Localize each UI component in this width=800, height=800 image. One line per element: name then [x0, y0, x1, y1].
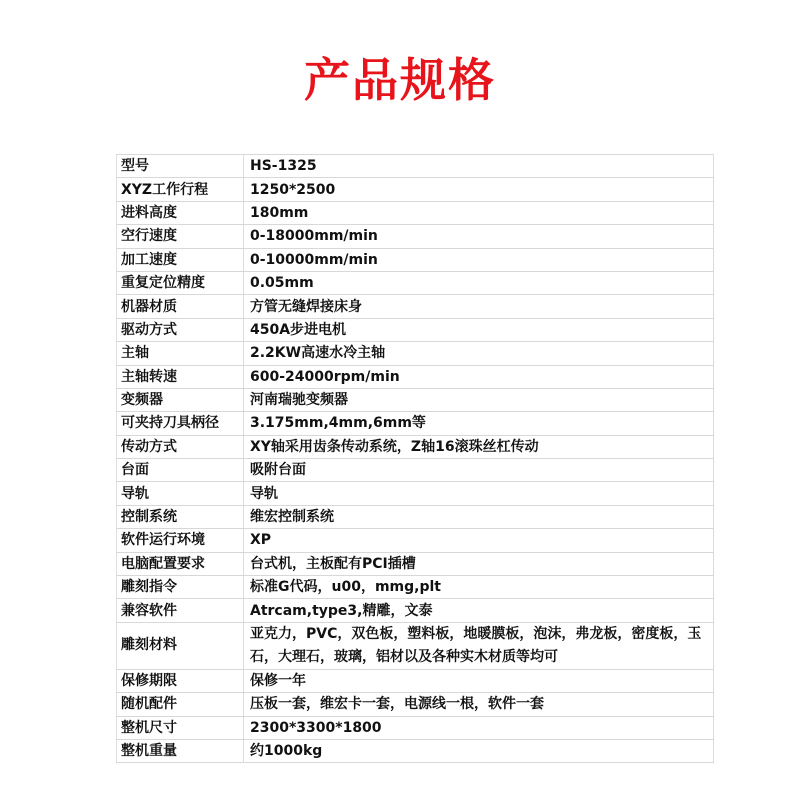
spec-name: 电脑配置要求 [117, 552, 244, 575]
spec-value: 0-18000mm/min [244, 225, 714, 248]
table-row [117, 365, 714, 388]
spec-value: 导轨 [244, 482, 714, 505]
spec-value: HS-1325 [244, 155, 714, 178]
spec-value: 450A步进电机 [244, 318, 714, 341]
spec-name: 随机配件 [117, 693, 244, 716]
spec-name: 加工速度 [117, 248, 244, 271]
spec-name: 传动方式 [117, 435, 244, 458]
spec-value: 保修一年 [244, 669, 714, 692]
spec-name: 软件运行环境 [117, 529, 244, 552]
table-row [117, 435, 714, 458]
table-row [117, 693, 714, 716]
spec-value: 180mm [244, 201, 714, 224]
spec-name: 机器材质 [117, 295, 244, 318]
table-row [117, 295, 714, 318]
spec-value: 方管无缝焊接床身 [244, 295, 714, 318]
spec-value: 0.05mm [244, 271, 714, 294]
spec-name: 空行速度 [117, 225, 244, 248]
table-row [117, 225, 714, 248]
table-row [117, 271, 714, 294]
spec-value: 2.2KW高速水冷主轴 [244, 342, 714, 365]
table-row [117, 388, 714, 411]
spec-value: 吸附台面 [244, 459, 714, 482]
table-row [117, 622, 714, 669]
spec-value: 3.175mm,4mm,6mm等 [244, 412, 714, 435]
spec-value: 维宏控制系统 [244, 505, 714, 528]
table-row [117, 201, 714, 224]
spec-value: 台式机，主板配有PCI插槽 [244, 552, 714, 575]
table-row [117, 155, 714, 178]
table-row [117, 716, 714, 739]
spec-value: 600-24000rpm/min [244, 365, 714, 388]
spec-table [116, 154, 714, 763]
table-row [117, 529, 714, 552]
spec-name: 型号 [117, 155, 244, 178]
spec-name: 雕刻材料 [117, 622, 244, 669]
spec-name: 导轨 [117, 482, 244, 505]
spec-value: 约1000kg [244, 739, 714, 762]
spec-name: 变频器 [117, 388, 244, 411]
spec-table-body [117, 155, 714, 763]
spec-value: XP [244, 529, 714, 552]
table-row [117, 552, 714, 575]
spec-value: 标准G代码，u00，mmg,plt [244, 576, 714, 599]
spec-value: 2300*3300*1800 [244, 716, 714, 739]
spec-name: 控制系统 [117, 505, 244, 528]
page-title: 产品规格 [304, 53, 496, 107]
spec-name: 主轴转速 [117, 365, 244, 388]
table-row [117, 505, 714, 528]
table-row [117, 482, 714, 505]
spec-value: 压板一套，维宏卡一套，电源线一根，软件一套 [244, 693, 714, 716]
table-row [117, 739, 714, 762]
table-row [117, 248, 714, 271]
spec-name: 雕刻指令 [117, 576, 244, 599]
spec-name: 保修期限 [117, 669, 244, 692]
spec-value: 亚克力，PVC，双色板，塑料板，地暖膜板，泡沫，弗龙板，密度板，玉石，大理石，玻璃，铝材以及各种实木材质等均可 [244, 622, 714, 669]
spec-name: 进料高度 [117, 201, 244, 224]
spec-name: 可夹持刀具柄径 [117, 412, 244, 435]
spec-name: 主轴 [117, 342, 244, 365]
table-row [117, 178, 714, 201]
table-row [117, 342, 714, 365]
table-row [117, 599, 714, 622]
spec-name: 整机重量 [117, 739, 244, 762]
table-row [117, 669, 714, 692]
spec-name: 整机尺寸 [117, 716, 244, 739]
table-row [117, 412, 714, 435]
spec-name: 兼容软件 [117, 599, 244, 622]
table-row [117, 576, 714, 599]
spec-value: 0-10000mm/min [244, 248, 714, 271]
table-row [117, 318, 714, 341]
table-row [117, 459, 714, 482]
spec-value: 1250*2500 [244, 178, 714, 201]
spec-name: 驱动方式 [117, 318, 244, 341]
spec-value: XY轴采用齿条传动系统，Z轴16滚珠丝杠传动 [244, 435, 714, 458]
spec-name: 台面 [117, 459, 244, 482]
spec-value: 河南瑞驰变频器 [244, 388, 714, 411]
spec-value: Atrcam,type3,精雕，文泰 [244, 599, 714, 622]
spec-name: 重复定位精度 [117, 271, 244, 294]
spec-name: XYZ工作行程 [117, 178, 244, 201]
